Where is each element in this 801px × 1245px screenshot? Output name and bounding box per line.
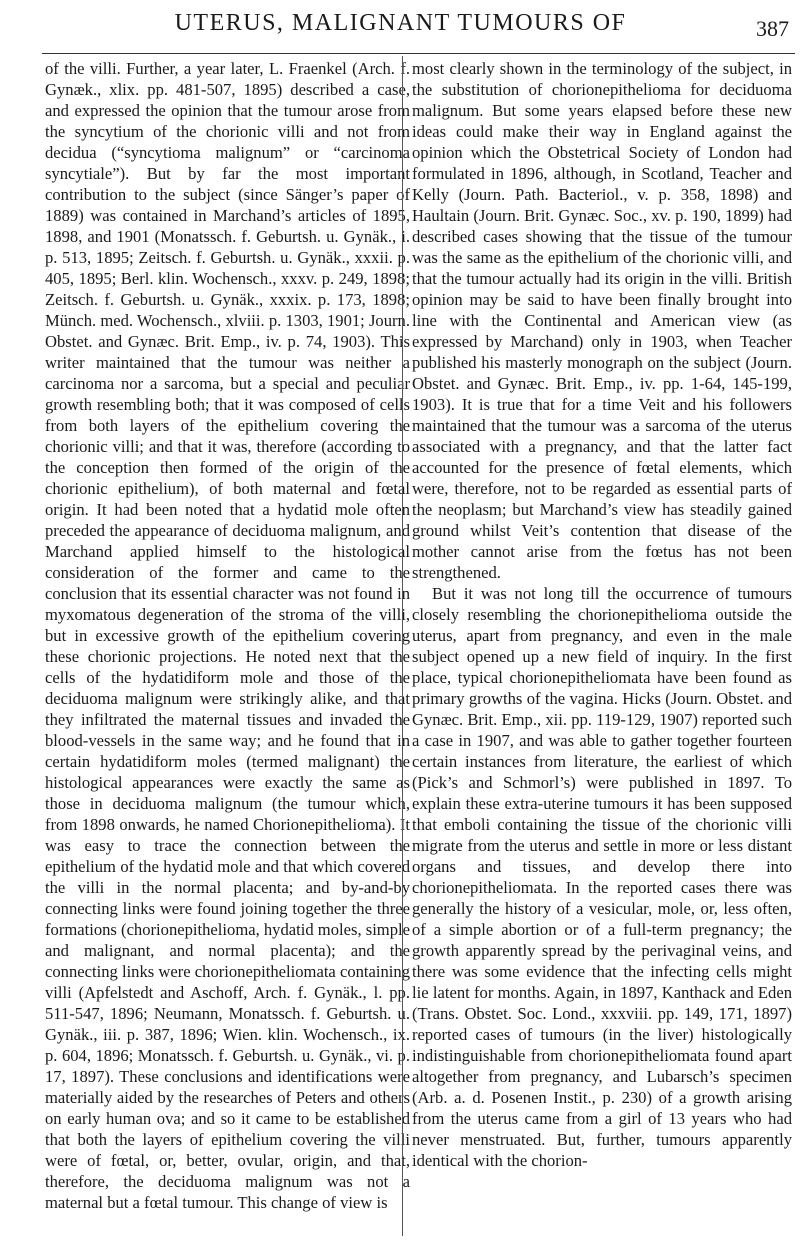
left-column [45, 58, 410, 1213]
page-header [0, 0, 801, 52]
column-divider [402, 56, 403, 1236]
right-column [412, 58, 792, 1171]
right-paragraph-1: most clearly shown in the terminology of the subject, in the substitution of chorionepithelioma for deciduoma malignum. But some years elapsed before these new ideas could make their way in England against the opinion which the Obstetrical Society of London had formulated in 1896, although, in Scotland, Teacher and Kelly (Journ. Path. Bacteriol., v. p. 358, 1898) and Haultain (Journ. Brit. Gynæc. Soc., xv. p. 190, 1899) had described cases showing that the tissue of the tumour was the same as the epithelium of the chorionic villi, and that the tumour actually had its origin in the villi. British opinion may be said to have been finally brought into line with the Continental and American view (as expressed by Marchand) only in 1903, when Teacher published his masterly monograph on the subject (Journ. Obstet. and Gynæc. Brit. Emp., iv. pp. 1-64, 145-199, 1903). It is true that for a time Veit and his followers maintained that the tumour was a sarcoma of the uterus associated with a pregnancy, and that the latter fact accounted for the presence of fœtal elements, which were, therefore, not to be regarded as essential parts of the neoplasm; but Marchand’s view has steadily gained ground whilst Veit’s contention that disease of the mother cannot arise from the fœtus has not been strengthened. [412, 59, 792, 582]
left-paragraph-1: of the villi. Further, a year later, L. Fraenkel (Arch. f. Gynæk., xlix. pp. 481-507, 1895) described a case, and expressed the opinion that the tumour arose from the syncytium of the chorionic villi and not from decidua (“syncytioma malignum” or “carcinoma syncytiale”). But by far the most important contribution to the subject (since Sänger’s paper of 1889) was contained in Marchand’s articles of 1895, 1898, and 1901 (Monatssch. f. Geburtsh. u. Gynäk., i. p. 513, 1895; Zeitsch. f. Geburtsh. u. Gynäk., xxxii. p. 405, 1895; Berl. klin. Wochensch., xxxv. p. 249, 1898; Zeitsch. f. Geburtsh. u. Gynäk., xxxix. p. 173, 1898; Münch. med. Wochensch., xlviii. p. 1303, 1901; Journ. Obstet. and Gynæc. Brit. Emp., iv. p. 74, 1903). This writer maintained that the tumour was neither a carcinoma nor a sarcoma, but a special and peculiar growth resembling both; that it was composed of cells from both layers of the epithelium covering the chorionic villi; and that it was, therefore (according to the conception then formed of the origin of the chorionic epithelium), of both maternal and fœtal origin. It had been noted that a hydatid mole often preceded the appearance of deciduoma malignum, and Marchand applied himself to the histological consideration of the former and came to the conclusion that its essential character was not found in myxomatous degeneration of the stroma of the villi, but in excessive growth of the epithelium covering these chorionic projections. He noted next that the cells of the hydatidiform mole and those of the deciduoma malignum were strikingly alike, and that they infiltrated the maternal tissues and invaded the blood-vessels in the same way; and he found that in certain hydatidiform moles (termed malignant) the histological appearances were exactly the same as those in deciduoma malignum (the tumour which, from 1898 onwards, he named Chorionepithelioma). It was easy to trace the connection between the epithelium of the hydatid mole and that which covered the villi in the normal placenta; and by-and-by connecting links were found joining together the three formations (chorionepithelioma, hydatid moles, simple and malignant, and normal placenta); and the connecting links were chorionepitheliomata containing villi (Apfelstedt and Aschoff, Arch. f. Gynäk., l. pp. 511-547, 1896; Neumann, Monatssch. f. Geburtsh. u. Gynäk., iii. p. 387, 1896; Wien. klin. Wochensch., ix. p. 604, 1896; Monatssch. f. Geburtsh. u. Gynäk., vi. p. 17, 1897). These conclusions and identifications were materially aided by the researches of Peters and others on early human ova; and so it came to be established that both the layers of epithelium covering the villi were of fœtal, or, better, ovular, origin, and that, therefore, the deciduoma malignum was not a maternal but a fœtal tumour. This change of view is [45, 59, 410, 1212]
header-rule [42, 53, 795, 54]
running-title: UTERUS, MALIGNANT TUMOURS OF [174, 10, 627, 36]
right-paragraph-2: But it was not long till the occurrence of tumours closely resembling the chorionepithelioma outside the uterus, apart from pregnancy, and even in the male subject opened up a new field of inquiry. In the first place, typical chorionepitheliomata have been found as primary growths of the vagina. Hicks (Journ. Obstet. and Gynæc. Brit. Emp., xii. pp. 119-129, 1907) reported such a case in 1907, and was able to gather together fourteen certain instances from literature, the earliest of which (Pick’s and Schmorl’s) were published in 1897. To explain these extra-uterine tumours it has been supposed that emboli containing the tissue of the chorionic villi migrate from the uterus and settle in more or less distant organs and tissues, and develop there into chorionepitheliomata. In the reported cases there was generally the history of a vesicular, mole, or, less often, of a simple abortion or of a full-term pregnancy; the growth apparently spread by the perivaginal veins, and there was some evidence that the infecting cells might lie latent for months. Again, in 1897, Kanthack and Eden (Trans. Obstet. Soc. Lond., xxxviii. pp. 149, 171, 1897) reported cases of tumours (in the liver) histologically indistinguishable from chorionepitheliomata found apart altogether from pregnancy, and Lubarsch’s specimen (Arb. a. d. Posenen Instit., p. 230) of a growth arising from the uterus came from a girl of 13 years who had never menstruated. But, further, tumours apparently identical with the chorion- [412, 584, 792, 1170]
page-number: 387 [756, 16, 789, 41]
